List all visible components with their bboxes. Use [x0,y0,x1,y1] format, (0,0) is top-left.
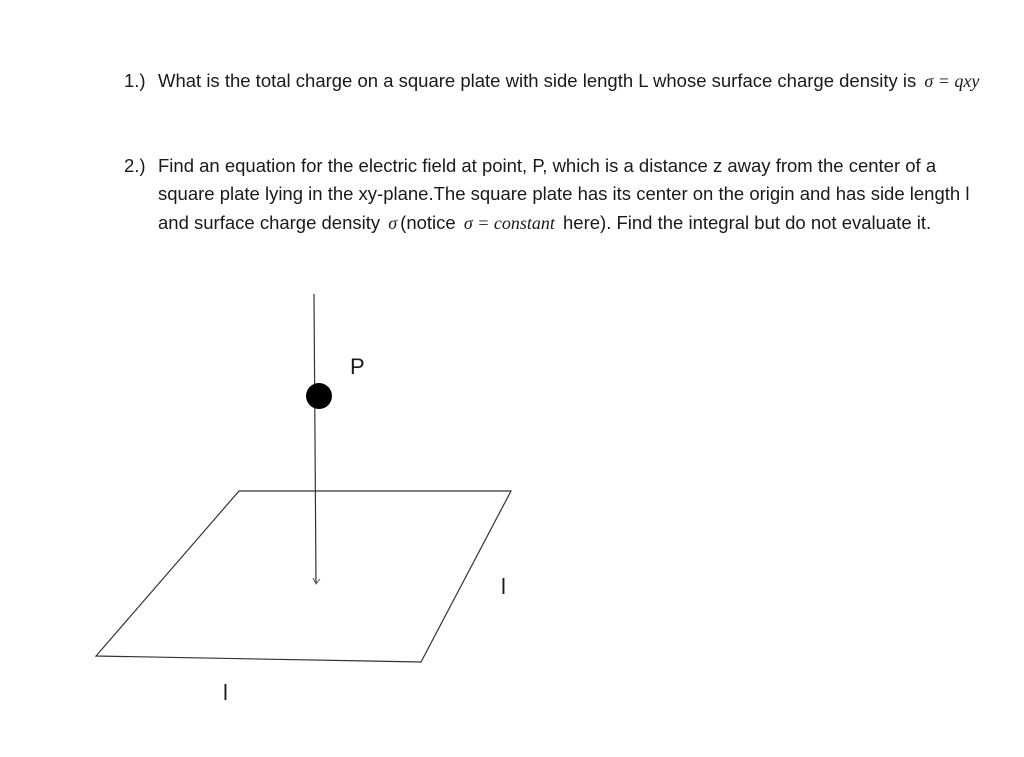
constant-formula: σ = constant [463,212,555,233]
problem-number: 2.) [124,155,146,176]
charge-density-formula: σ = qxy [924,71,980,91]
problem-number: 1.) [124,70,146,91]
z-axis-line [314,294,316,583]
side-length-label-right: l [501,574,506,599]
square-plate [96,491,511,662]
point-p-label: P [350,354,365,379]
problem-text-part: (notice [400,211,456,233]
problem-text-part: here). Find the integral but do not evaluate it. [563,211,932,233]
problem-text-part: What is the total charge on a square plate with side length L whose surface charge density is [158,70,917,91]
sigma-symbol: σ [388,212,398,233]
side-length-label-bottom: l [223,680,228,705]
problem-text-part: Find an equation for the electric field at point, P, which is a distance z away from the center of a square plate lying in the xy-plane.The square plate has its center on the origin and has side length l and surface charge density [158,155,970,233]
point-p-marker [306,383,332,409]
